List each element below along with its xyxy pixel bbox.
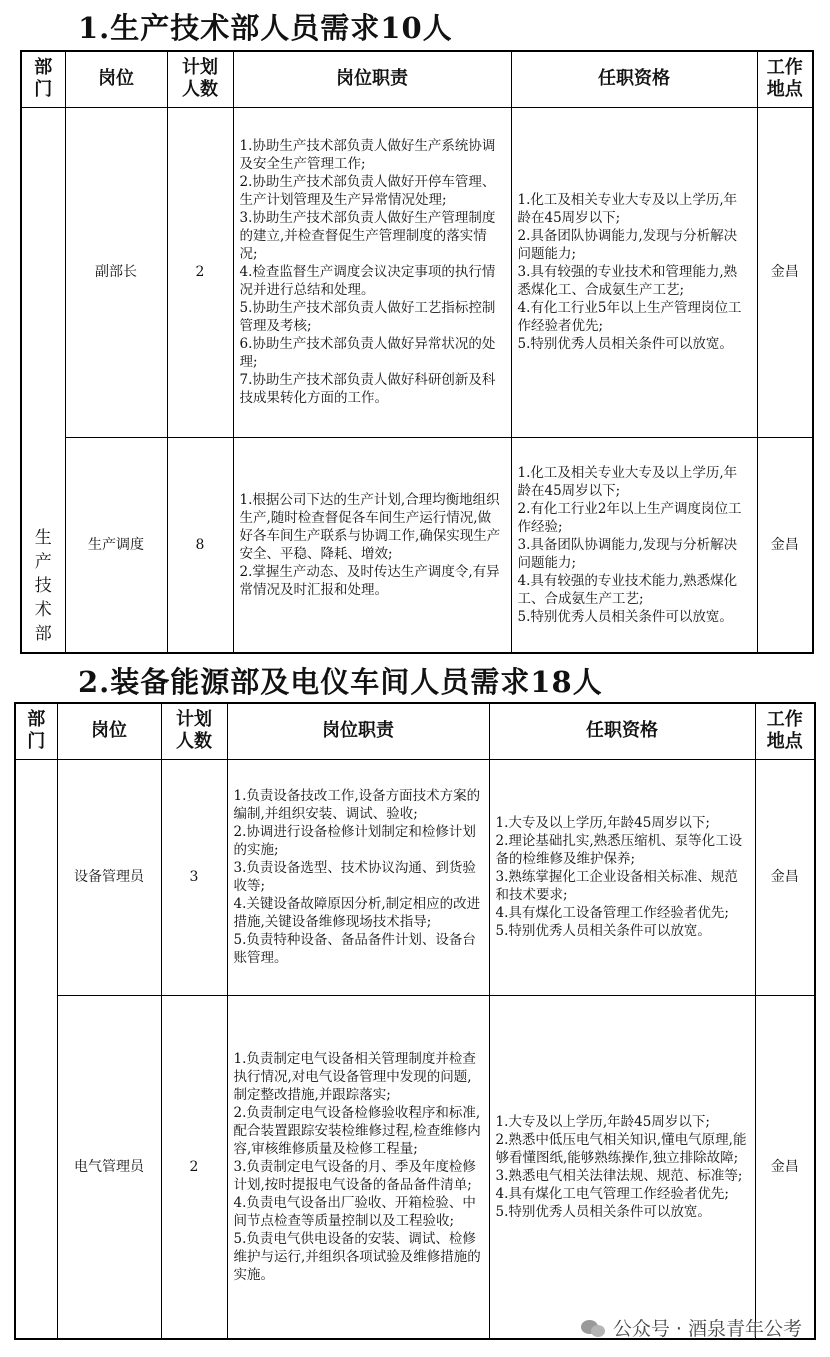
table-row	[21, 107, 813, 437]
header-position: 岗位	[65, 51, 167, 107]
duties-cell: 1.协助生产技术部负责人做好生产系统协调及安全生产管理工作; 2.协助生产技术部负责人做好开停车管理、生产计划管理及生产异常情况处理; 3.协助生产技术部负责人做好生产管理制度的建立,并检查督促生产管理制度的落实情况; 4.检查监督生产调度会议决定事项的执行情况并进行总结和处理。 5.协助生产技术部负责人做好工艺指标控制管理及考核; 6.协助生产技术部负责人做好异常状况的处理; 7.协助生产技术部负责人做好科研创新及科技成果转化方面的工作。	[233, 107, 511, 437]
table-header-row	[21, 51, 813, 107]
duties-cell: 1.负责设备技改工作,设备方面技术方案的编制,并组织安装、调试、验收; 2.协调进行设备检修计划制定和检修计划的实施; 3.负责设备选型、技术协议沟通、到货验收等; 4.关键设备故障原因分析,制定相应的改进措施,关键设备维修现场技术指导; 5.负责特种设备、备品备件计划、设备台账管理。	[227, 759, 489, 995]
section-1-table	[20, 50, 814, 654]
header-position: 岗位	[57, 703, 161, 759]
header-location: 工作地点	[757, 51, 813, 107]
header-duties: 岗位职责	[233, 51, 511, 107]
qualifications-cell: 1.大专及以上学历,年龄45周岁以下; 2.熟悉中低压电气相关知识,懂电气原理,能够看懂图纸,能够熟练操作,独立排除故障; 3.熟悉电气相关法律法规、规范、标准等; 4.具有煤化工电气管理工作经验者优先; 5.特别优秀人员相关条件可以放宽。	[489, 995, 755, 1339]
header-department: 部门	[15, 703, 57, 759]
count-cell: 3	[161, 759, 227, 995]
location-cell: 金昌	[755, 995, 815, 1339]
watermark-text: 公众号 · 酒泉青年公考	[612, 1318, 802, 1340]
table-header-row	[15, 703, 815, 759]
qualifications-cell: 1.化工及相关专业大专及以上学历,年龄在45周岁以下; 2.具备团队协调能力,发现与分析解决问题能力; 3.具有较强的专业技术和管理能力,熟悉煤化工、合成氨生产工艺; 4.有化工行业5年以上生产管理岗位工作经验者优先; 5.特别优秀人员相关条件可以放宽。	[511, 107, 757, 437]
table-row	[21, 437, 813, 653]
location-cell: 金昌	[755, 759, 815, 995]
header-duties: 岗位职责	[227, 703, 489, 759]
count-cell: 8	[167, 437, 233, 653]
position-cell: 电气管理员	[57, 995, 161, 1339]
duties-cell: 1.根据公司下达的生产计划,合理均衡地组织生产,随时检查督促各车间生产运行情况,做好各车间生产联系与协调工作,确保实现生产安全、平稳、降耗、增效; 2.掌握生产动态、及时传达生产调度令,有异常情况及时汇报和处理。	[233, 437, 511, 653]
header-count: 计划人数	[161, 703, 227, 759]
count-cell: 2	[161, 995, 227, 1339]
duties-cell: 1.负责制定电气设备相关管理制度并检查执行情况,对电气设备管理中发现的问题,制定整改措施,并跟踪落实; 2.负责制定电气设备检修验收程序和标准,配合装置跟踪安装检维修过程,检查维修内容,审核维修质量及检修工程量; 3.负责制定电气设备的月、季及年度检修计划,按时提报电气设备的备品备件清单; 4.负责电气设备出厂验收、开箱检验、中间节点检查等质量控制以及工程验收; 5.负责电气供电设备的安装、调试、检修维护与运行,并组织各项试验及维修措施的实施。	[227, 995, 489, 1339]
header-location: 工作地点	[755, 703, 815, 759]
location-cell: 金昌	[757, 437, 813, 653]
watermark	[581, 1314, 802, 1341]
count-cell: 2	[167, 107, 233, 437]
qualifications-cell: 1.化工及相关专业大专及以上学历,年龄在45周岁以下; 2.有化工行业2年以上生产调度岗位工作经验; 3.具备团队协调能力,发现与分析解决问题能力; 4.具有较强的专业技术能力,熟悉煤化工、合成氨生产工艺; 5.特别优秀人员相关条件可以放宽。	[511, 437, 757, 653]
section-1-title: 1.生产技术部人员需求10人	[78, 11, 453, 45]
header-count: 计划人数	[167, 51, 233, 107]
position-cell: 设备管理员	[57, 759, 161, 995]
department-cell	[15, 759, 57, 1339]
header-qualifications: 任职资格	[489, 703, 755, 759]
section-2-table	[14, 702, 816, 1340]
header-qualifications: 任职资格	[511, 51, 757, 107]
position-cell: 副部长	[65, 107, 167, 437]
table-row	[15, 759, 815, 995]
table-row	[15, 995, 815, 1339]
location-cell: 金昌	[757, 107, 813, 437]
wechat-icon	[581, 1318, 607, 1338]
qualifications-cell: 1.大专及以上学历,年龄45周岁以下; 2.理论基础扎实,熟悉压缩机、泵等化工设备的检维修及维护保养; 3.熟练掌握化工企业设备相关标准、规范和技术要求; 4.具有煤化工设备管理工作经验者优先; 5.特别优秀人员相关条件可以放宽。	[489, 759, 755, 995]
position-cell: 生产调度	[65, 437, 167, 653]
header-department: 部门	[21, 51, 65, 107]
section-2-title: 2.装备能源部及电仪车间人员需求18人	[78, 665, 603, 699]
department-cell: 生产技术部	[21, 107, 65, 653]
